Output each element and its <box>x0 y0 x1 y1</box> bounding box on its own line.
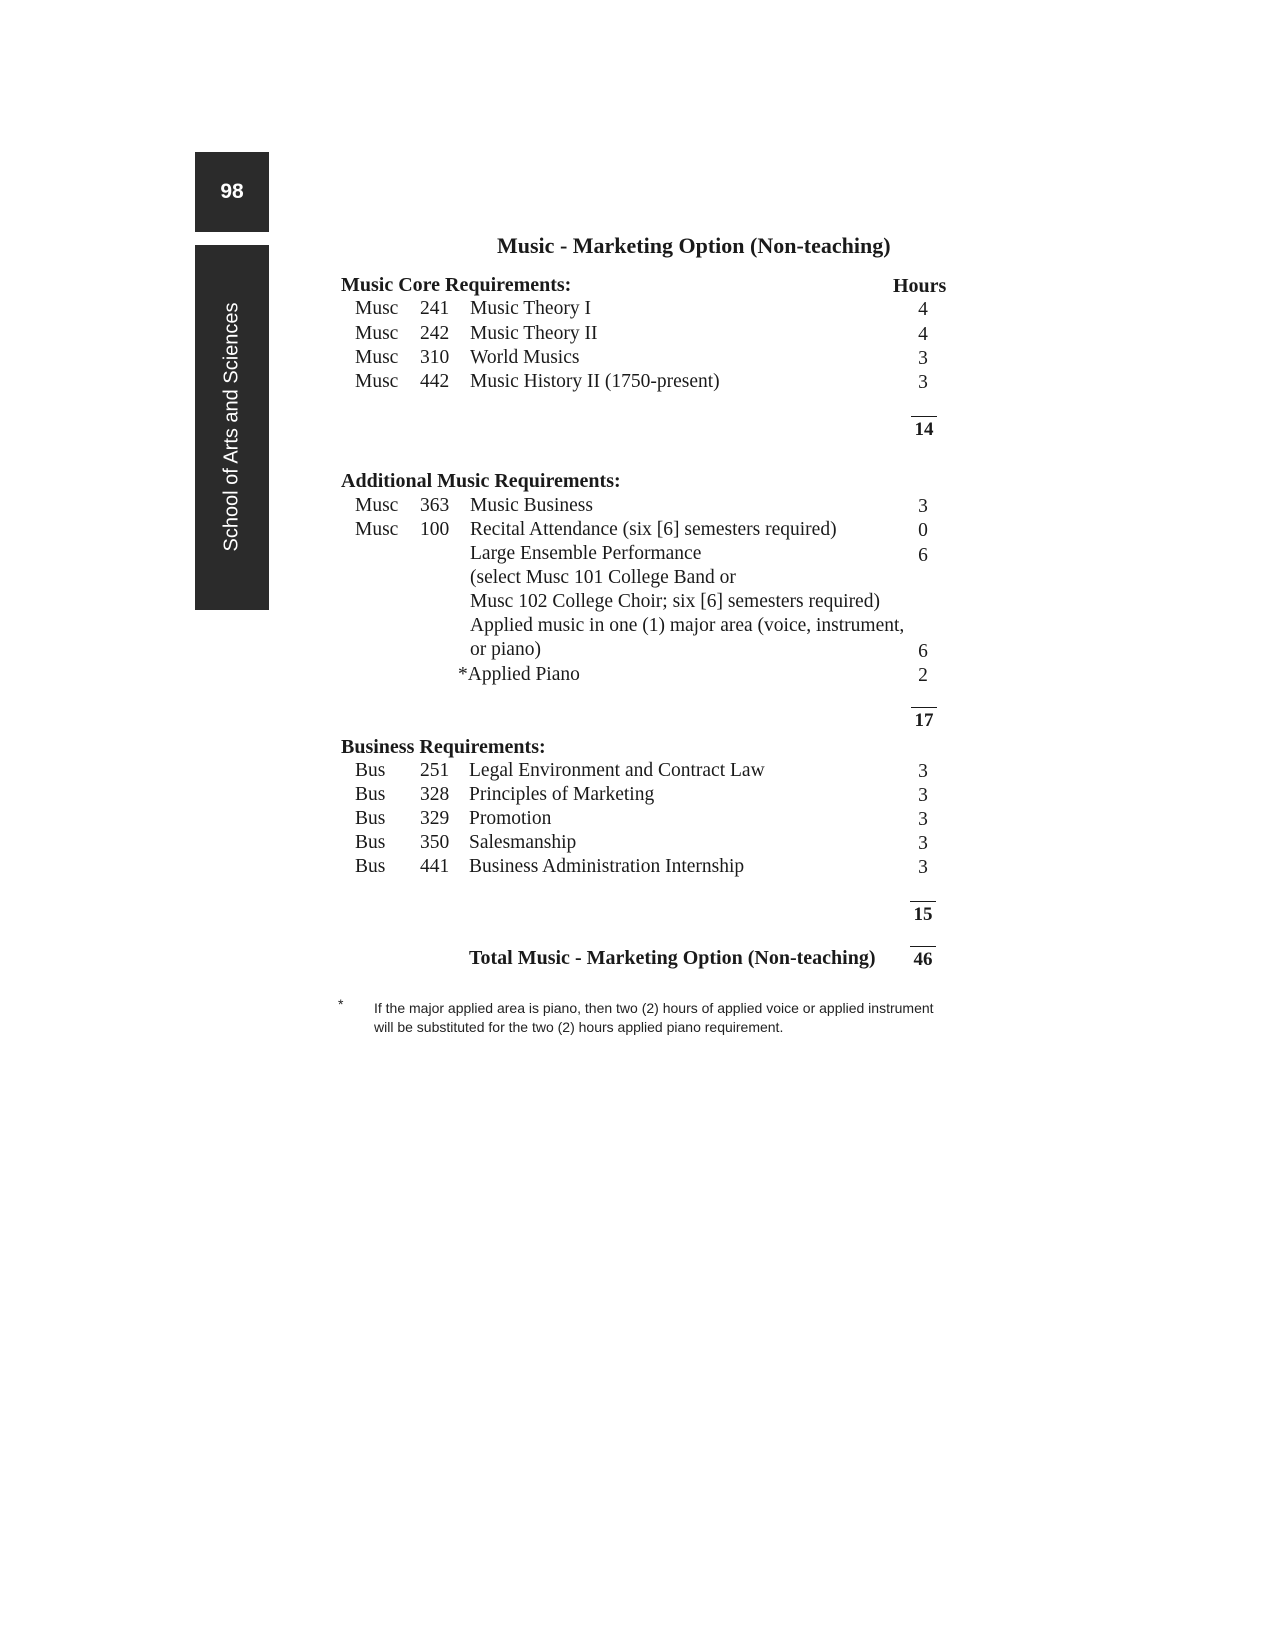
core-subtotal: 14 <box>911 416 937 441</box>
additional-subtotal: 17 <box>911 707 937 732</box>
course-number: 442 <box>420 371 450 392</box>
footnote-line: will be substituted for the two (2) hours applied piano requirement. <box>374 1019 784 1035</box>
core-heading: Music Core Requirements: <box>341 274 572 296</box>
course-name: World Musics <box>470 347 580 368</box>
course-dept: Musc <box>355 298 399 319</box>
course-hours: 4 <box>918 324 928 345</box>
total-label: Total Music - Marketing Option (Non-teaching) <box>469 947 876 969</box>
additional-heading: Additional Music Requirements: <box>341 470 621 492</box>
footnote-marker: * <box>338 996 344 1012</box>
footnote-line: If the major applied area is piano, then two (2) hours of applied voice or applied instrument <box>374 1000 934 1016</box>
course-hours: 3 <box>918 496 928 517</box>
course-dept: Bus <box>355 808 386 829</box>
course-hours: 3 <box>918 857 928 878</box>
hours-header: Hours <box>893 275 947 297</box>
course-dept: Bus <box>355 832 386 853</box>
course-hours: 3 <box>918 761 928 782</box>
page-number: 98 <box>220 180 244 203</box>
course-name: Principles of Marketing <box>469 784 655 805</box>
course-number: 251 <box>420 760 450 781</box>
business-subtotal: 15 <box>910 901 936 926</box>
course-dept: Musc <box>355 323 399 344</box>
course-hours: 3 <box>918 785 928 806</box>
applied-line: or piano) <box>470 639 541 660</box>
ensemble-line: Large Ensemble Performance <box>470 543 702 564</box>
total-hours: 46 <box>910 946 936 971</box>
course-dept: Musc <box>355 347 399 368</box>
course-hours: 3 <box>918 372 928 393</box>
course-hours: 0 <box>918 520 928 541</box>
page-title: Music - Marketing Option (Non-teaching) <box>497 233 891 258</box>
course-name: Music Theory II <box>470 323 598 344</box>
course-name: Music Business <box>470 495 593 516</box>
course-hours: 3 <box>918 348 928 369</box>
course-number: 350 <box>420 832 450 853</box>
course-name: Recital Attendance (six [6] semesters required) <box>470 519 837 540</box>
course-number: 310 <box>420 347 450 368</box>
course-name: Legal Environment and Contract Law <box>469 760 765 781</box>
applied-hours: 6 <box>918 641 928 662</box>
course-number: 363 <box>420 495 450 516</box>
course-name: Salesmanship <box>469 832 577 853</box>
course-number: 100 <box>420 519 450 540</box>
course-name: Music History II (1750-present) <box>470 371 720 392</box>
course-name: Business Administration Internship <box>469 856 745 877</box>
course-number: 242 <box>420 323 450 344</box>
business-heading: Business Requirements: <box>341 736 546 758</box>
course-number: 328 <box>420 784 450 805</box>
course-name: Music Theory I <box>470 298 591 319</box>
section-tab <box>195 245 269 610</box>
ensemble-hours: 6 <box>918 545 928 566</box>
page-number-tab <box>195 152 269 232</box>
ensemble-line: Musc 102 College Choir; six [6] semesters required) <box>470 591 880 612</box>
course-dept: Bus <box>355 760 386 781</box>
course-number: 441 <box>420 856 450 877</box>
course-name: Promotion <box>469 808 552 829</box>
course-dept: Bus <box>355 856 386 877</box>
applied-line: Applied music in one (1) major area (voice, instrument, <box>470 615 905 636</box>
course-hours: 3 <box>918 809 928 830</box>
course-hours: 4 <box>918 299 928 320</box>
course-number: 329 <box>420 808 450 829</box>
applied-piano: *Applied Piano <box>458 664 580 685</box>
course-dept: Musc <box>355 371 399 392</box>
course-dept: Musc <box>355 495 399 516</box>
ensemble-line: (select Musc 101 College Band or <box>470 567 736 588</box>
course-number: 241 <box>420 298 450 319</box>
course-hours: 3 <box>918 833 928 854</box>
section-label: School of Arts and Sciences <box>220 302 243 552</box>
course-dept: Bus <box>355 784 386 805</box>
applied-piano-hours: 2 <box>918 665 928 686</box>
course-dept: Musc <box>355 519 399 540</box>
